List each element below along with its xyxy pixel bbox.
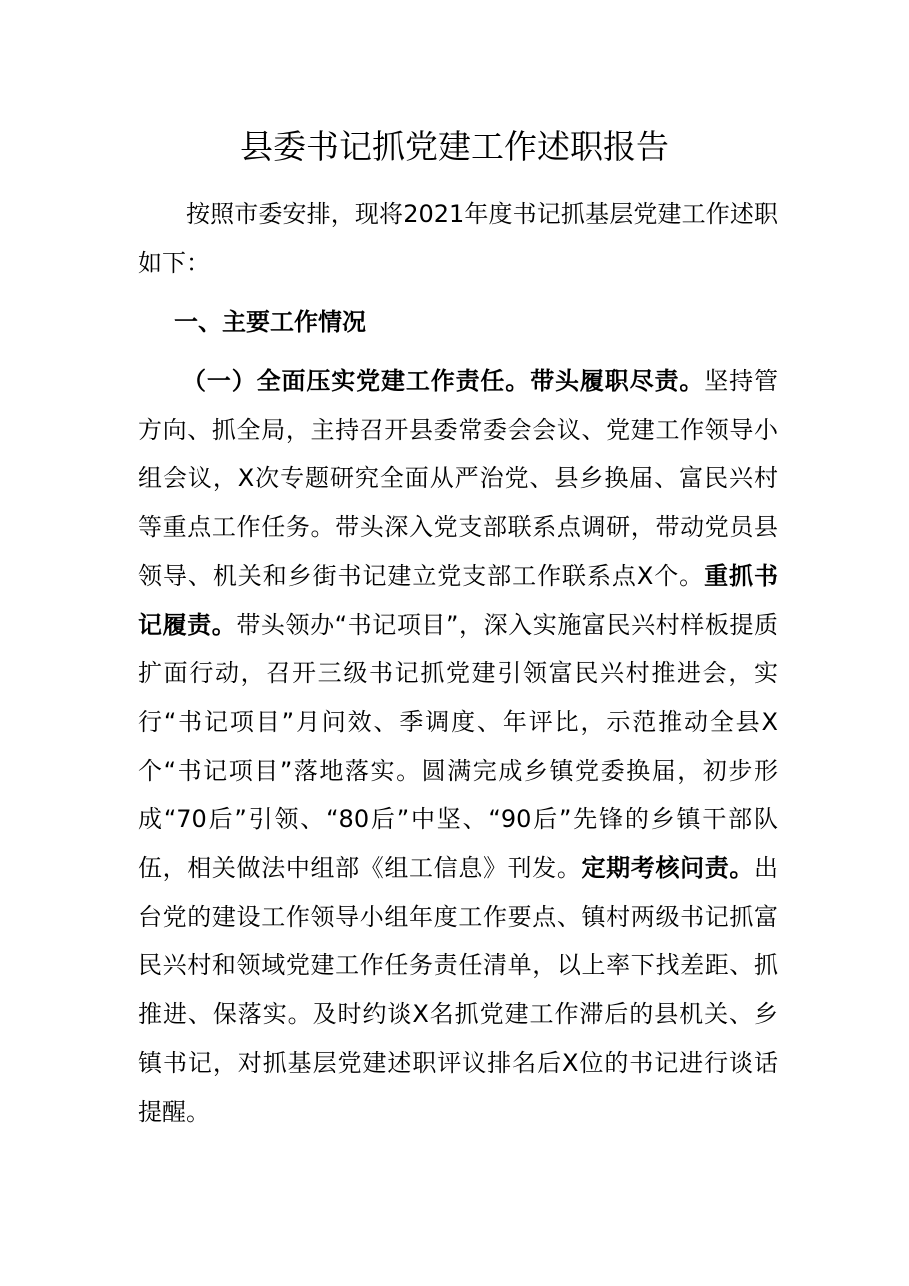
point-text-assessment: 出台党的建设工作领导小组年度工作要点、镇村两级书记抓富民兴村和领域党建工作任务责任清单，以上率下找差距、抓推进、保落实。及时约谈X名抓党建工作滞后的县机关、乡镇书记，对抓基层党建述职评议排名后X位的书记进行谈话提醒。 (138, 854, 779, 1126)
point-heading-secretary-duty: 重抓书记履责。 (138, 561, 778, 639)
document-title: 县委书记抓党建工作述职报告 (240, 127, 669, 166)
point-text-lead-duty: 坚持管方向、抓全局，主持召开县委常委会会议、党建工作领导小组会议，X次专题研究全面从严治党、县乡换届、富民兴村等重点工作任务。带头深入党支部联系点调研，带动党员县领导、机关和乡街书记建立党支部工作联系点X个。 (138, 367, 779, 590)
intro-paragraph: 按照市委安排，现将2021年度书记抓基层党建工作述职如下： (138, 200, 778, 277)
subsection-heading-responsibility: （一）全面压实党建工作责任。 (182, 367, 531, 395)
point-text-secretary-duty: 带头领办“书记项目”，深入实施富民兴村样板提质扩面行动，召开三级书记抓党建引领富民兴村推进会，实行“书记项目”月问效、季调度、年评比，示范推动全县X个“书记项目”落地落实。圆满完成乡镇党委换届，初步形成“70后”引领、“80后”中坚、“90后”先锋的乡镇干部队伍，相关做法中组部《组工信息》刊发。 (138, 610, 778, 883)
section-body-paragraph (138, 357, 778, 1136)
section-heading-main-work: 一、主要工作情况 (174, 308, 366, 336)
point-heading-lead-duty: 带头履职尽责。 (530, 367, 705, 395)
point-heading-assessment: 定期考核问责。 (581, 854, 755, 883)
